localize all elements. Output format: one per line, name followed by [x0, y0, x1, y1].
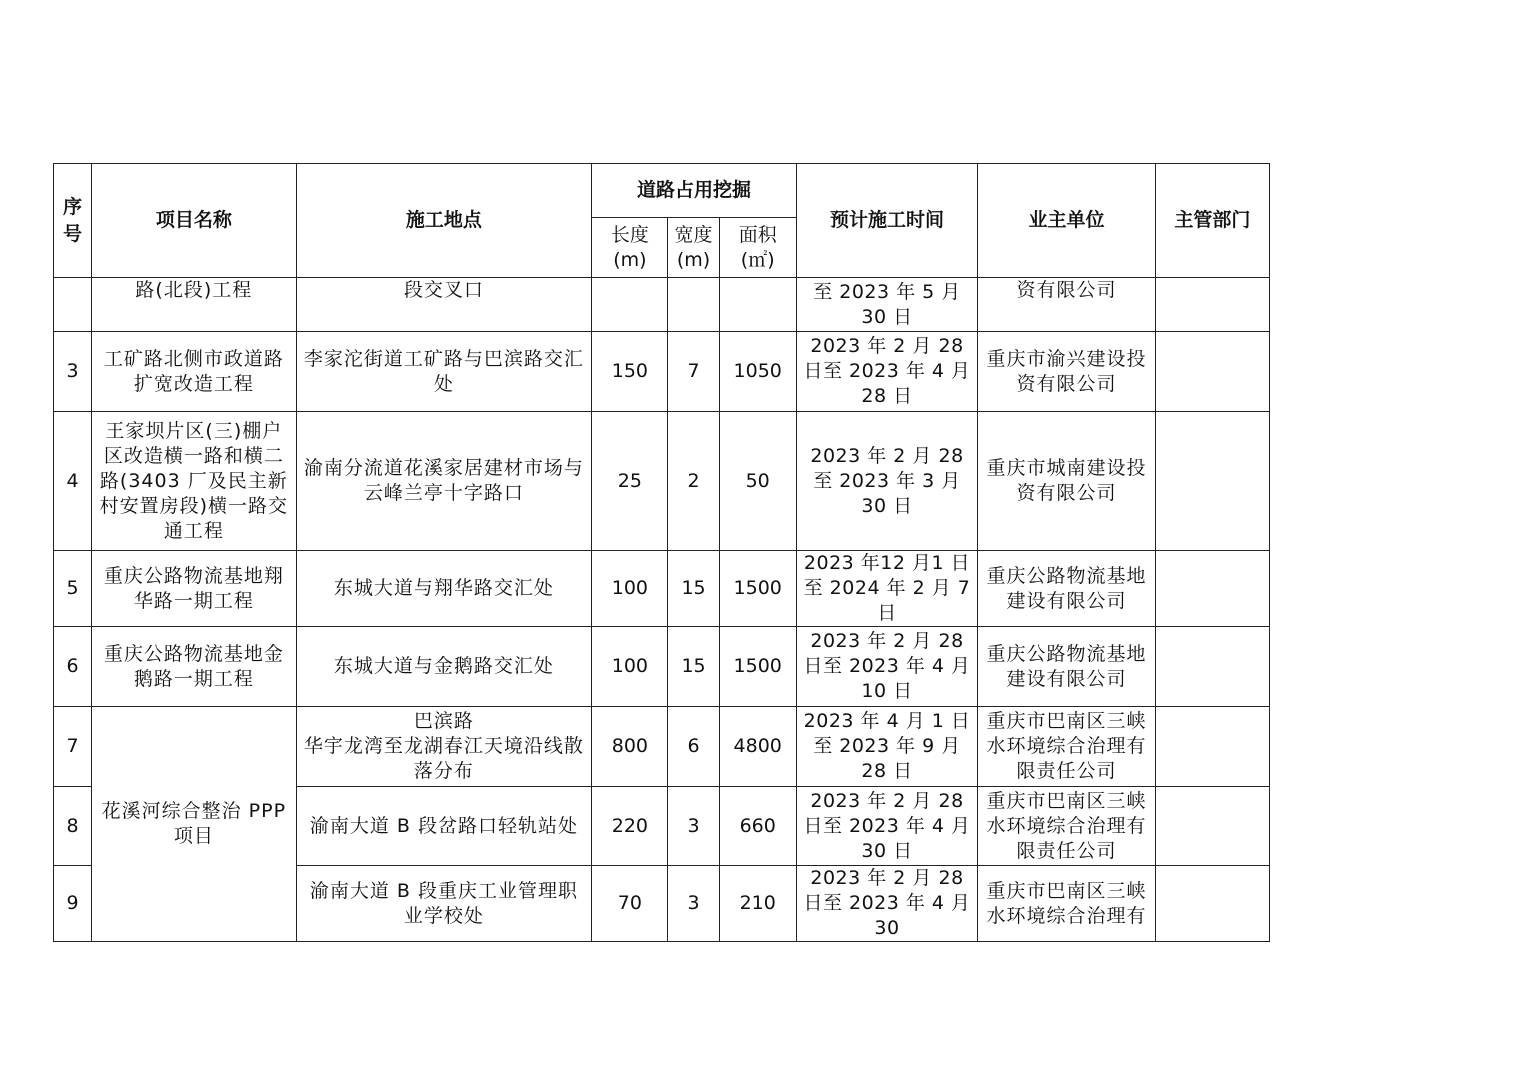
row-index: 7	[54, 707, 92, 787]
row-width: 3	[668, 787, 719, 866]
row-department	[1155, 332, 1269, 412]
header-area: 面积 (㎡)	[719, 218, 796, 278]
row-department	[1155, 866, 1269, 942]
row-department	[1155, 551, 1269, 627]
header-occupation: 道路占用挖掘	[592, 164, 797, 218]
header-index: 序号	[54, 164, 92, 278]
header-time: 预计施工时间	[796, 164, 977, 278]
row-owner: 重庆市城南建设投资有限公司	[978, 412, 1155, 551]
row-location: 渝南大道 B 段重庆工业管理职业学校处	[296, 866, 592, 942]
row-location: 巴滨路 华宇龙湾至龙湖春江天境沿线散落分布	[296, 707, 592, 787]
row-location: 东城大道与金鹅路交汇处	[296, 627, 592, 707]
row-area: 1050	[719, 332, 796, 412]
row-index: 3	[54, 332, 92, 412]
row-length: 220	[592, 787, 668, 866]
row-width	[668, 278, 719, 332]
row-name: 重庆公路物流基地金鹅路一期工程	[92, 627, 297, 707]
row-index: 6	[54, 627, 92, 707]
row-department	[1155, 707, 1269, 787]
row-department	[1155, 627, 1269, 707]
table-row	[54, 551, 1270, 627]
row-name: 工矿路北侧市政道路扩宽改造工程	[92, 332, 297, 412]
table-row	[54, 412, 1270, 551]
row-location: 渝南大道 B 段岔路口轻轨站处	[296, 787, 592, 866]
row-owner: 重庆市巴南区三峡水环境综合治理有	[978, 866, 1155, 942]
row-time: 2023 年12 月1 日至 2024 年 2 月 7 日	[796, 551, 977, 627]
row-department	[1155, 787, 1269, 866]
row-width: 2	[668, 412, 719, 551]
row-width: 15	[668, 551, 719, 627]
row-area: 660	[719, 787, 796, 866]
row-time: 2023 年 4 月 1 日至 2023 年 9 月 28 日	[796, 707, 977, 787]
row-owner: 重庆市巴南区三峡水环境综合治理有限责任公司	[978, 787, 1155, 866]
row-length: 70	[592, 866, 668, 942]
row-time: 2023 年 2 月 28 至 2023 年 3 月 30 日	[796, 412, 977, 551]
row-name: 路(北段)工程	[92, 278, 297, 332]
row-department	[1155, 412, 1269, 551]
row-area: 1500	[719, 627, 796, 707]
table-row	[54, 278, 1270, 332]
row-location: 段交叉口	[296, 278, 592, 332]
row-index: 5	[54, 551, 92, 627]
row-time: 2023 年 2 月 28 日至 2023 年 4 月 30	[796, 866, 977, 942]
header-location: 施工地点	[296, 164, 592, 278]
row-area	[719, 278, 796, 332]
header-width: 宽度 (m)	[668, 218, 719, 278]
row-length: 100	[592, 627, 668, 707]
row-index: 8	[54, 787, 92, 866]
row-index: 9	[54, 866, 92, 942]
header-name: 项目名称	[92, 164, 297, 278]
row-name-merged: 花溪河综合整治 PPP 项目	[92, 707, 297, 942]
row-owner: 重庆市巴南区三峡水环境综合治理有限责任公司	[978, 707, 1155, 787]
row-area: 1500	[719, 551, 796, 627]
row-width: 7	[668, 332, 719, 412]
row-area: 50	[719, 412, 796, 551]
row-time: 2023 年 2 月 28 日至 2023 年 4 月 28 日	[796, 332, 977, 412]
table-row	[54, 332, 1270, 412]
row-location: 东城大道与翔华路交汇处	[296, 551, 592, 627]
project-table	[53, 163, 1270, 942]
row-location: 渝南分流道花溪家居建材市场与云峰兰亭十字路口	[296, 412, 592, 551]
row-location: 李家沱街道工矿路与巴滨路交汇处	[296, 332, 592, 412]
row-name: 王家坝片区(三)棚户区改造横一路和横二路(3403 厂及民主新村安置房段)横一路交通工程	[92, 412, 297, 551]
row-owner: 重庆市渝兴建设投资有限公司	[978, 332, 1155, 412]
row-name: 重庆公路物流基地翔华路一期工程	[92, 551, 297, 627]
table-row	[54, 707, 1270, 787]
row-owner: 资有限公司	[978, 278, 1155, 332]
row-length: 800	[592, 707, 668, 787]
row-time: 2023 年 2 月 28 日至 2023 年 4 月 10 日	[796, 627, 977, 707]
header-owner: 业主单位	[978, 164, 1155, 278]
header-length: 长度 (m)	[592, 218, 668, 278]
table-row	[54, 627, 1270, 707]
row-index: 4	[54, 412, 92, 551]
row-time: 至 2023 年 5 月 30 日	[796, 278, 977, 332]
row-department	[1155, 278, 1269, 332]
row-width: 3	[668, 866, 719, 942]
row-area: 4800	[719, 707, 796, 787]
row-index	[54, 278, 92, 332]
row-length	[592, 278, 668, 332]
header-department: 主管部门	[1155, 164, 1269, 278]
row-width: 6	[668, 707, 719, 787]
row-time: 2023 年 2 月 28 日至 2023 年 4 月 30 日	[796, 787, 977, 866]
row-length: 150	[592, 332, 668, 412]
row-area: 210	[719, 866, 796, 942]
row-owner: 重庆公路物流基地建设有限公司	[978, 627, 1155, 707]
row-length: 25	[592, 412, 668, 551]
row-owner: 重庆公路物流基地建设有限公司	[978, 551, 1155, 627]
row-length: 100	[592, 551, 668, 627]
row-width: 15	[668, 627, 719, 707]
